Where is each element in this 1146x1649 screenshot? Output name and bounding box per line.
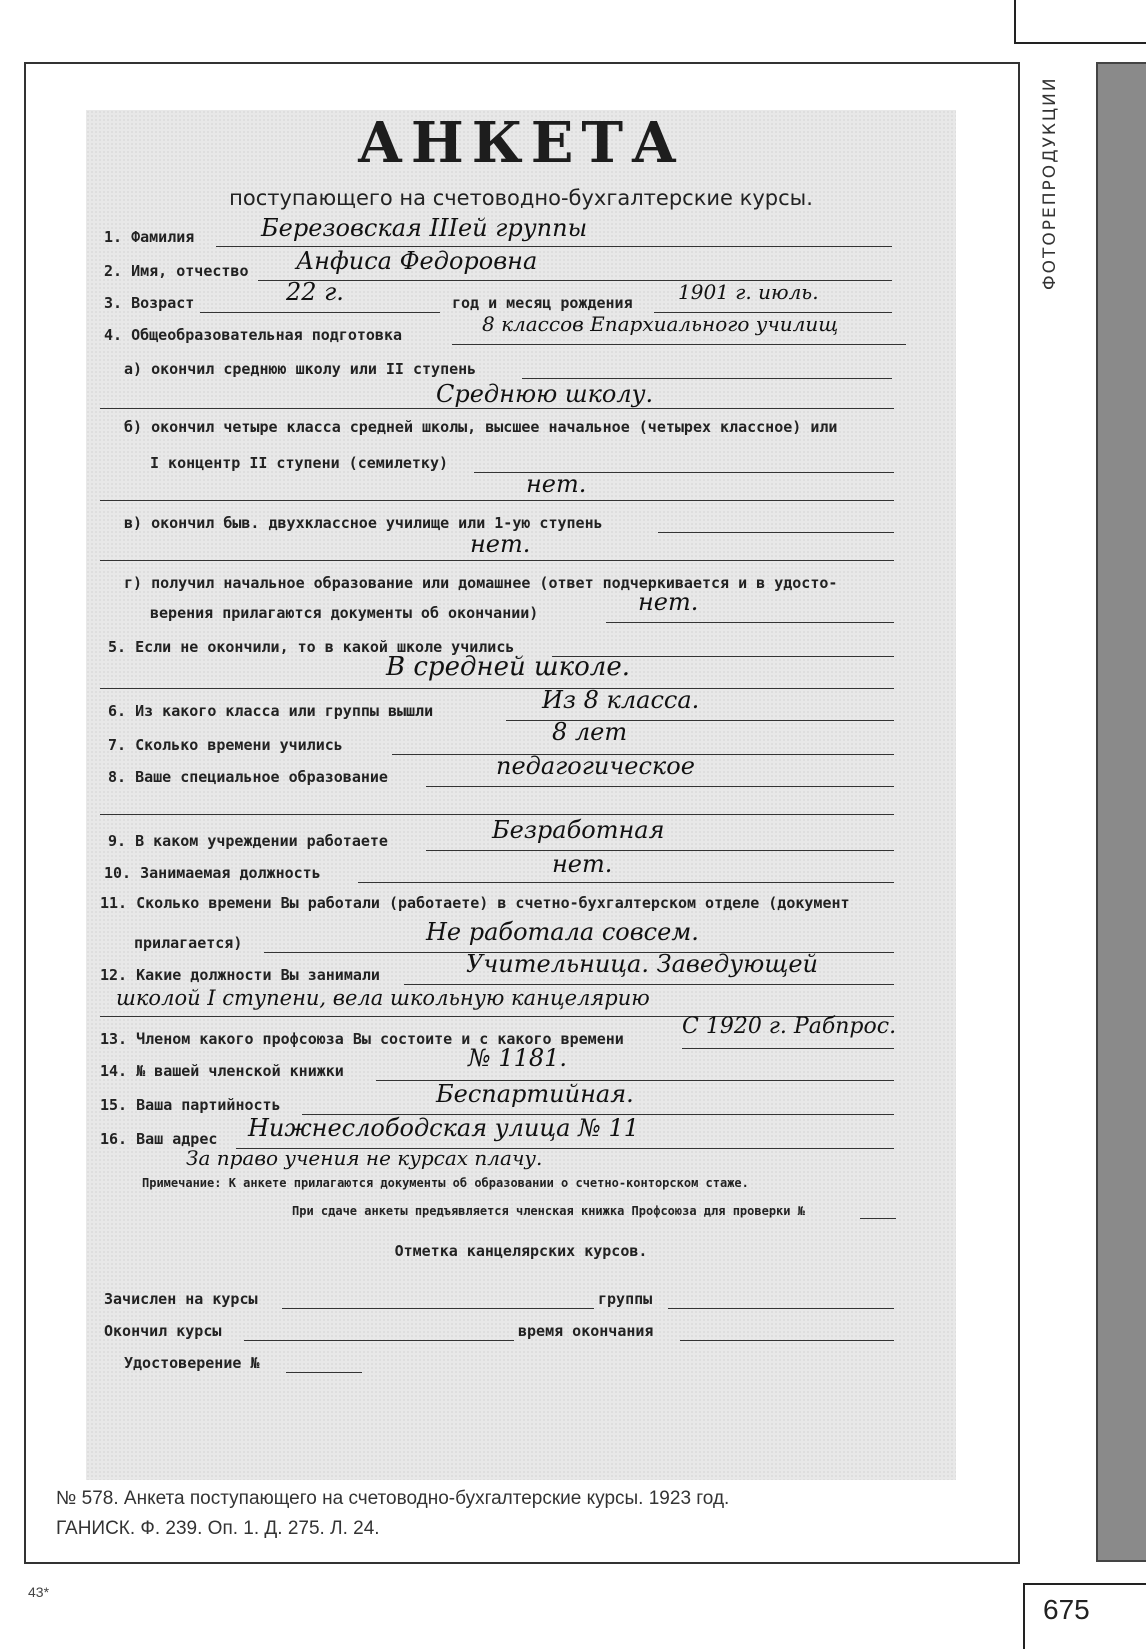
top-corner-box	[1014, 0, 1146, 44]
field-4g-value: нет.	[638, 588, 699, 616]
form-note-line2: При сдаче анкеты предъявляется членская книжка Профсоюза для проверки №	[292, 1204, 805, 1218]
field-4b-label1: б) окончил четыре класса средней школы, высшее начальное (четырех классное) или	[124, 418, 838, 436]
field-4g-label1: г) получил начальное образование или домашнее (ответ подчеркивается и в удосто-	[124, 574, 838, 592]
field-positions-value1: Учительница. Заведующей	[466, 950, 818, 978]
field-work-value: Безработная	[492, 816, 665, 844]
field-4v-line	[658, 532, 894, 533]
field-4v-line2	[100, 560, 894, 561]
field-education-line	[452, 344, 906, 345]
field-positions-label: 12. Какие должности Вы занимали	[100, 966, 380, 984]
field-4b-value: нет.	[526, 470, 587, 498]
page-number: 675	[1043, 1594, 1090, 1625]
field-experience-label2: прилагается)	[134, 934, 243, 952]
field-name-value: Анфиса Федоровна	[296, 247, 538, 275]
section-label: ФОТОРЕПРОДУКЦИИ	[1040, 76, 1060, 290]
field-school-label: 5. Если не окончили, то в какой школе учились	[108, 638, 515, 656]
field-special-value: педагогическое	[496, 752, 695, 780]
field-special-line2	[100, 814, 894, 815]
caption-line1: № 578. Анкета поступающего на счетоводно-бухгалтерские курсы. 1923 год.	[56, 1488, 730, 1509]
office-finish-time-line	[680, 1340, 894, 1341]
office-certificate-label: Удостоверение №	[124, 1354, 260, 1372]
field-union-value: С 1920 г. Рабпрос.	[682, 1014, 897, 1039]
office-heading: Отметка канцелярских курсов.	[394, 1242, 648, 1260]
field-4g-label2: верения прилагаются документы об окончании)	[150, 604, 539, 622]
field-address-note: За право учения не курсах плачу.	[186, 1146, 543, 1170]
field-school-line2	[100, 688, 894, 689]
field-birth-value: 1901 г. июль.	[678, 280, 819, 304]
field-4b-line2	[100, 500, 894, 501]
field-birth-label: год и месяц рождения	[452, 294, 633, 312]
office-certificate-line	[286, 1372, 362, 1373]
field-surname-value: Березовская IIIей группы	[261, 214, 588, 242]
field-years-label: 7. Сколько времени учились	[108, 736, 343, 754]
field-special-label: 8. Ваше специальное образование	[108, 768, 388, 786]
field-school-value: В средней школе.	[386, 652, 630, 682]
office-group-line	[668, 1308, 894, 1309]
field-4a-line2	[100, 408, 894, 409]
field-experience-label1: 11. Сколько времени Вы работали (работаете) в счетно-бухгалтерском отделе (документ	[100, 894, 850, 912]
form-note-line	[860, 1218, 896, 1219]
field-position-label: 10. Занимаемая должность	[104, 864, 321, 882]
field-party-value: Беспартийная.	[436, 1080, 634, 1108]
field-4v-label: в) окончил быв. двухклассное училище или 1-ую ступень	[124, 514, 603, 532]
field-address-label: 16. Ваш адрес	[100, 1130, 218, 1148]
side-grey-band	[1096, 62, 1146, 1562]
field-position-line	[358, 882, 894, 883]
field-work-line	[426, 850, 894, 851]
field-4g-line	[606, 622, 894, 623]
office-finished-label: Окончил курсы	[104, 1322, 222, 1340]
field-4b-label2: I концентр II ступени (семилетку)	[150, 454, 449, 472]
field-4v-value: нет.	[470, 530, 531, 558]
field-work-label: 9. В каком учреждении работаете	[108, 832, 388, 850]
office-group-label: группы	[598, 1290, 653, 1308]
field-position-value: нет.	[552, 850, 613, 878]
field-positions-value2: школой I ступени, вела школьную канцелярию	[116, 986, 650, 1010]
field-age-line	[200, 312, 440, 313]
field-4a-label: а) окончил среднюю школу или II ступень	[124, 360, 477, 378]
field-address-value: Нижнеслободская улица № 11	[248, 1114, 639, 1142]
office-finish-time-label: время окончания	[518, 1322, 654, 1340]
field-4a-line	[522, 378, 892, 379]
field-age-value: 22 г.	[286, 278, 344, 306]
office-enrolled-line	[282, 1308, 594, 1309]
field-card-value: № 1181.	[468, 1044, 568, 1072]
signature-mark: 43*	[28, 1584, 50, 1600]
field-card-label: 14. № вашей членской книжки	[100, 1062, 344, 1080]
field-education-value: 8 классов Епархиального училищ	[482, 312, 839, 336]
office-enrolled-label: Зачислен на курсы	[104, 1290, 258, 1308]
field-surname-label: 1. Фамилия	[104, 228, 195, 246]
field-union-line	[682, 1048, 894, 1049]
field-education-label: 4. Общеобразовательная подготовка	[104, 326, 403, 344]
field-party-label: 15. Ваша партийность	[100, 1096, 281, 1114]
document-scan	[86, 110, 956, 1480]
field-positions-line	[404, 984, 894, 985]
field-name-label: 2. Имя, отчество	[104, 262, 249, 280]
field-class-label: 6. Из какого класса или группы вышли	[108, 702, 434, 720]
form-subtitle: поступающего на счетоводно-бухгалтерские курсы.	[229, 186, 813, 210]
field-special-line	[426, 786, 894, 787]
form-title: АНКЕТА	[357, 110, 685, 176]
office-finished-line	[244, 1340, 514, 1341]
field-years-value: 8 лет	[552, 718, 628, 746]
field-age-label: 3. Возраст	[104, 294, 195, 312]
caption-line2: ГАНИСК. Ф. 239. Оп. 1. Д. 275. Л. 24.	[56, 1518, 380, 1539]
field-4a-value: Среднюю школу.	[436, 380, 654, 408]
form-note-line1: Примечание: К анкете прилагаются документы об образовании о счетно-конторском стаже.	[142, 1176, 749, 1190]
field-class-value: Из 8 класса.	[542, 686, 700, 714]
field-experience-value: Не работала совсем.	[426, 918, 699, 946]
field-union-label: 13. Членом какого профсоюза Вы состоите и с какого времени	[100, 1030, 624, 1048]
